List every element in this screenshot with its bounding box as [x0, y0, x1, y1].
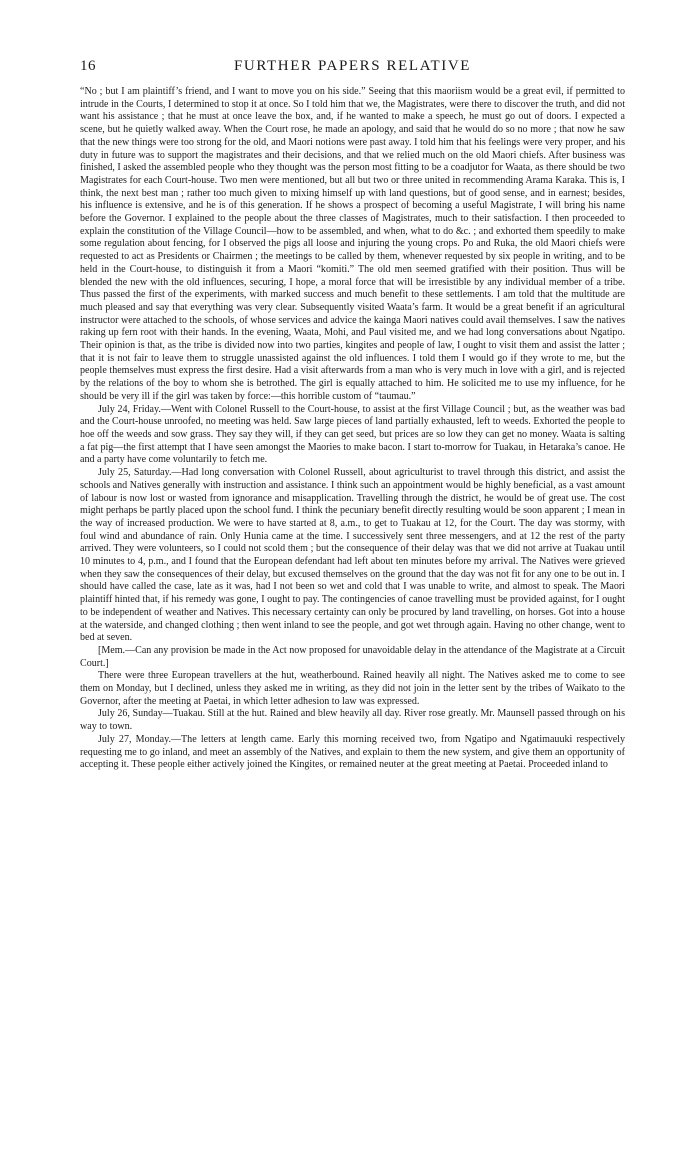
paragraph-july-26: July 26, Sunday—Tuakau. Still at the hut. Rained and blew heavily all day. River rose greatly. Mr. Maunsell passed through on his way to town. [80, 708, 625, 733]
page-number: 16 [80, 58, 96, 74]
body-text [80, 86, 625, 772]
paragraph-travellers: There were three European travellers at the hut, weatherbound. Rained heavily all night. The Natives asked me to come to see them on Monday, but I declined, unless they asked me in writing, as they did not join in the letter sent by the tribes of Waikato to the Governor, after the meeting at Paetai, in which letter adhesion to law was expressed. [80, 670, 625, 707]
paragraph-memo: [Mem.—Can any provision be made in the Act now proposed for unavoidable delay in the attendance of the Magistrate at a Circuit Court.] [80, 644, 625, 669]
running-title: FURTHER PAPERS RELATIVE [233, 58, 472, 74]
paragraph-july-27: July 27, Monday.—The letters at length came. Early this morning received two, from Ngatipo and Ngatimauuki respectively requesting me to go inland, and meet an assembly of the Natives, and explain to them the new system, and give them an opportunity of accepting it. These people either actively joined the Kingites, or remained neuter at the great meeting at Paetai. Proceeded inland to [80, 733, 625, 771]
paragraph-july-25: July 25, Saturday.—Had long conversation with Colonel Russell, about agriculturist to travel through this district, and assist the schools and Natives generally with instruction and assistance. I think such an appointment would be highly beneficial, as a vast amount of labour is now lost or wasted from ignorance and misapplication. Travelling through the district, he would be of great use. The cost might perhaps be partly placed upon the school fund. I think the pecuniary benefit directly resulting would be soon apparent ; I mean in the way of increased production. We were to have started at 8, a.m., to get to Tuakau at 12, for the Court. The day was stormy, with foul wind and abundance of rain. Only Hunia came at the time. I successively sent three messengers, and at 12 the rest of the party arrived. They were volunteers, so I could not scold them ; but the consequence of their delay was that we did not arrive at Tuakau until 10 minutes to 4, p.m., and I found that the European defendant had left about ten minutes before my arrival. The Natives were grieved when they saw the consequences of their delay, but excused themselves on the ground that the day was not fit for any one to be out in. I should have called the case, late as it was, had I not been so wet and cold that I was unable to write, and almost to speak. The Maori plaintiff hinted that, if his remedy was gone, I ought to pay. The contingencies of canoe travelling must be provided against, for I ought to be independent of weather and Natives. This necessary certainty can only be procured by land travelling, on horses. Got into a house at the waterside, and changed clothing ; then went inland to see the people, and got wet through again. Having no other change, went to bed at seven. [80, 467, 625, 644]
paragraph-continuation: “No ; but I am plaintiff’s friend, and I want to move you on his side.” Seeing that this maoriism would be a great evil, if permitted to intrude in the Courts, I determined to stop it at once. So I told him that we, the Magistrates, were there to discover the truth, and did not want his assistance ; that he must at once leave the box, and, if he wanted to make a speech, he must go out of doors. I expected a scene, but he quietly walked away. When the Court rose, he made an apology, and said that he would do so no more ; that now he saw that the new things were too strong for the old, and Maori notions were past away. I told him that his feelings were very proper, and his duty in future was to support the magistrates and their decisions, and that we relied much on the old Maori chiefs. After business was finished, I asked the assembled people who they thought was the person most fitting to be a coadjutor for Waata, as there should be two Magistrates for each Court-house. Two men were mentioned, but all but two or three united in recommending Arama Karaka. This is, I think, the next best man ; rather too much given to mixing himself up with land questions, but of good sense, and in earnest; besides, his influence is extensive, and he is of this generation. If he shows a prospect of becoming a useful Magistrate, I will bring his name before the Governor. I explained to the people about the three classes of Magistrates, much to their satisfaction. I then proceeded to explain the constitution of the Village Council—how to be assembled, and when, what to do &c. ; and exhorted them speedily to make some regulation about fencing, for I observed the pigs all loose and injuring the young crops. Po and Ruka, the old Maori chiefs were requested to act as Presidents or Chairmen ; the meetings to be called by them, whenever requested by six people in writing, and to be held in the Court-house, to distinguish it from a Maori “komiti.” The old men seemed gratified with their position. Thus will be blended the new with the old influences, securing, I hope, a moral force that will be irresistible by any individual member of a tribe. Thus passed the first of the experiments, with marked success and much benefit to these settlements. I am told that the multitude are much pleased and say that everything was very clear. Subsequently visited Waata’s farm. It would be a great benefit if an agricultural instructor were attached to the schools, of whose services and advice the kainga Maori natives could avail themselves. I saw the natives raking up fern root with their hands. In the evening, Waata, Mohi, and Paul visited me, and we had long conversations about Ngatipo. Their opinion is that, as the tribe is divided now into two parties, kingites and people of law, I ought to visit them and assist the latter ; that it is not fair to leave them to struggle unassisted against the old influences. I told them I would go if they wrote to me, but the people themselves must express the first desire. Had a visit afterwards from a man who is very much in love with a girl, and is rejected by the relations of the boy to whom she is betrothed. The girl is equally attached to him. He solicited me to use my influence, for he should be very ill if the girl was taken by force:—this horrible custom of “taumau.” [80, 86, 625, 402]
paragraph-july-24: July 24, Friday.—Went with Colonel Russell to the Court-house, to assist at the first Village Council ; but, as the weather was bad and the Court-house unroofed, no meeting was held. Saw large pieces of land partially exhausted, left to weeds. Exhorted the people to hoe off the weeds and sow grass. They say they will, if they can get seed, but prices are so low they can get no money. Waata is salting a fat pig—the first attempt that I have seen amongst the Maories to make bacon. I start to-morrow for Tuakau, in Hetaraka’s canoe. He and a party have come voluntarily to fetch me. [80, 403, 625, 466]
document-page [80, 58, 625, 1138]
running-header [80, 58, 625, 82]
